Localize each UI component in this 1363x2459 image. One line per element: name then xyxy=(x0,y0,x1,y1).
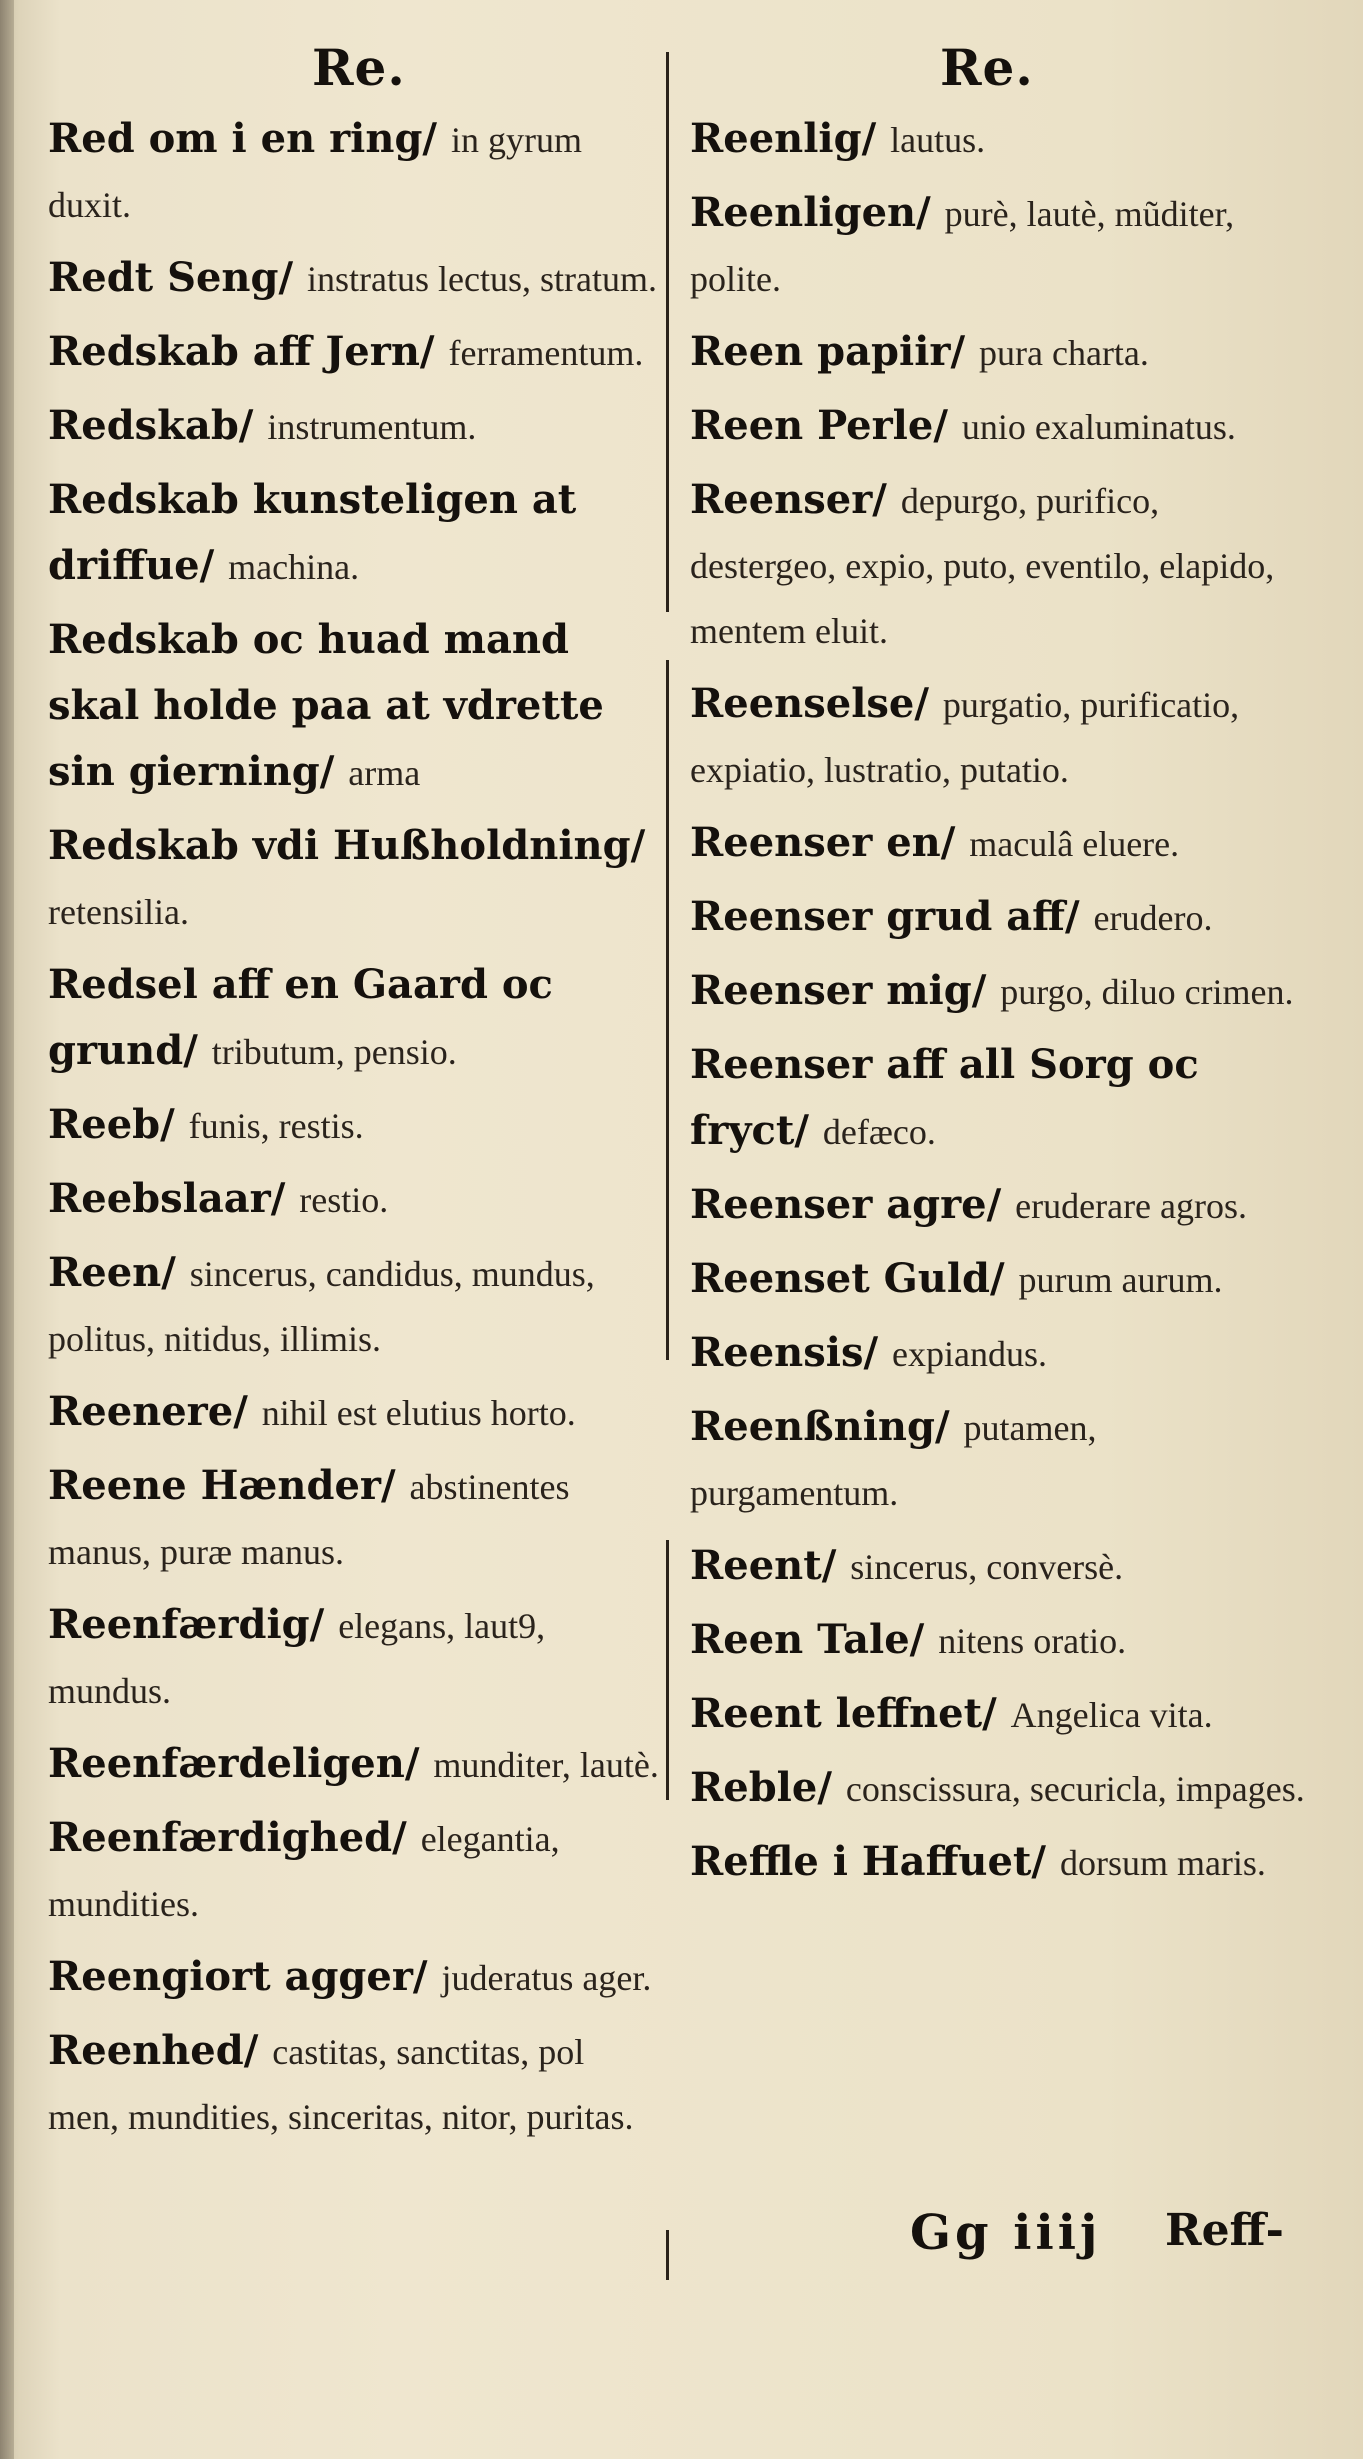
entry-headword: Redskab aff Jern xyxy=(48,328,420,375)
entry-separator: / xyxy=(183,1027,212,1074)
entry-gloss: expiandus. xyxy=(892,1334,1047,1374)
entry-gloss: purum aurum. xyxy=(1018,1260,1223,1300)
entry-headword: Reenser grud aff xyxy=(690,893,1065,940)
dictionary-entry xyxy=(48,1244,660,1375)
dictionary-entry xyxy=(48,611,660,809)
entry-separator: / xyxy=(422,115,451,162)
entry-headword: Reenfærdeligen xyxy=(48,1740,405,1787)
entry-gloss: conscissura, securicla, impages. xyxy=(845,1769,1305,1809)
entry-separator: / xyxy=(1064,893,1094,940)
entry-headword: Reenlig xyxy=(690,115,862,162)
dictionary-entry xyxy=(48,1809,660,1940)
dictionary-entry xyxy=(48,956,660,1088)
dictionary-entry xyxy=(690,471,1312,667)
column-divider xyxy=(666,1540,669,1800)
dictionary-entry xyxy=(48,249,660,315)
entry-separator: / xyxy=(309,1601,339,1648)
left-column xyxy=(48,110,660,2161)
entry-headword: Reenßning xyxy=(690,1403,935,1450)
entry-headword: Reent leffnet xyxy=(690,1690,983,1737)
dictionary-entry xyxy=(48,1170,660,1236)
entry-separator: / xyxy=(243,2027,273,2074)
dictionary-entry xyxy=(690,1036,1312,1168)
dictionary-entry xyxy=(690,675,1312,806)
entry-gloss: putamen, purgamentum. xyxy=(690,1408,1097,1513)
entry-gloss: juderatus ager. xyxy=(441,1958,652,1998)
entry-headword: Reenselse xyxy=(690,680,915,727)
dictionary-entry xyxy=(690,1176,1312,1242)
dictionary-entry xyxy=(690,1250,1312,1316)
entry-separator: / xyxy=(238,402,268,449)
entry-gloss: machina. xyxy=(228,547,360,587)
entry-headword: Reenser mig xyxy=(690,967,972,1014)
entry-gloss: depurgo, purifico, destergeo, expio, puto, eventilo, elapido, mentem eluit. xyxy=(690,481,1275,651)
dictionary-entry xyxy=(690,110,1312,176)
entry-gloss: ferramentum. xyxy=(448,333,644,373)
entry-separator: / xyxy=(863,1329,893,1376)
entry-separator: / xyxy=(872,476,901,523)
entry-gloss: in gyrum duxit. xyxy=(48,120,582,225)
dictionary-entry xyxy=(48,1735,660,1801)
entry-separator: / xyxy=(821,1542,851,1589)
entry-separator: / xyxy=(916,189,945,236)
entry-separator: / xyxy=(990,1255,1019,1302)
dictionary-entry xyxy=(690,1611,1312,1677)
entry-headword: Reen xyxy=(48,1249,162,1296)
entry-headword: Reenser agre xyxy=(690,1181,987,1228)
dictionary-entry xyxy=(48,1096,660,1162)
entry-separator: / xyxy=(419,328,449,375)
entry-separator: / xyxy=(914,680,943,727)
entry-headword: Redt Seng xyxy=(48,254,279,301)
running-head-left: Re. xyxy=(312,38,406,97)
entry-gloss: munditer, lautè. xyxy=(433,1745,659,1785)
entry-separator: / xyxy=(982,1690,1011,1737)
entry-headword: Reenligen xyxy=(690,189,917,236)
dictionary-entry xyxy=(690,1537,1312,1603)
catchword: Reff- xyxy=(1165,2205,1284,2256)
entry-headword: Reble xyxy=(690,1764,818,1811)
entry-headword: Reengiort agger xyxy=(48,1953,413,2000)
entry-separator: / xyxy=(199,542,229,589)
entry-gloss: retensilia. xyxy=(48,892,189,932)
running-head-right: Re. xyxy=(940,38,1034,97)
column-divider xyxy=(666,2230,669,2280)
column-divider xyxy=(666,660,669,1360)
entry-gloss: Angelica vita. xyxy=(1010,1695,1213,1735)
entry-gloss: sincerus, conversè. xyxy=(850,1547,1124,1587)
entry-headword: Reen papiir xyxy=(690,328,951,375)
entry-headword: Reen Perle xyxy=(690,402,934,449)
entry-headword: Reenser en xyxy=(690,819,941,866)
dictionary-entry xyxy=(690,323,1312,389)
entry-separator: / xyxy=(233,1388,262,1435)
dictionary-entry xyxy=(690,1833,1312,1899)
dictionary-entry xyxy=(48,471,660,603)
dictionary-entry xyxy=(48,817,660,948)
dictionary-entry xyxy=(48,397,660,463)
entry-gloss: sincerus, candidus, mundus, politus, nitidus, illimis. xyxy=(48,1254,595,1359)
entry-gloss: defæco. xyxy=(822,1112,936,1152)
entry-separator: / xyxy=(161,1249,190,1296)
column-divider xyxy=(666,52,669,612)
entry-gloss: elegans, laut9, mundus. xyxy=(48,1606,546,1711)
entry-gloss: restio. xyxy=(299,1180,389,1220)
entry-gloss: instratus lectus, stratum. xyxy=(307,259,657,299)
entry-headword: Redsel aff en Gaard oc grund xyxy=(48,961,553,1074)
dictionary-entry xyxy=(690,962,1312,1028)
dictionary-entry xyxy=(690,814,1312,880)
entry-gloss: castitas, sanctitas, pol men, mundities, sinceritas, nitor, puritas. xyxy=(48,2032,634,2137)
entry-separator: / xyxy=(986,1181,1016,1228)
entry-headword: Reenser xyxy=(690,476,873,523)
entry-headword: Reenfærdig xyxy=(48,1601,310,1648)
dictionary-entry xyxy=(690,184,1312,315)
entry-headword: Reene Hænder xyxy=(48,1462,381,1509)
entry-gloss: instrumentum. xyxy=(267,407,477,447)
dictionary-entry xyxy=(690,888,1312,954)
entry-headword: Redskab oc huad mand skal holde paa at vdrette sin gierning xyxy=(48,616,604,795)
entry-separator: / xyxy=(1031,1838,1060,1885)
entry-headword: Redskab vdi Hußholdning xyxy=(48,822,631,869)
entry-headword: Reensis xyxy=(690,1329,864,1376)
entry-gloss: maculâ eluere. xyxy=(969,824,1180,864)
entry-gloss: dorsum maris. xyxy=(1059,1843,1266,1883)
entry-separator: / xyxy=(909,1616,939,1663)
entry-headword: Reenser aff all Sorg oc fryct xyxy=(690,1041,1199,1154)
dictionary-entry xyxy=(48,1596,660,1727)
entry-gloss: purgatio, purificatio, expiatio, lustratio, putatio. xyxy=(690,685,1240,790)
dictionary-entry xyxy=(48,1383,660,1449)
entry-gloss: nihil est elutius horto. xyxy=(261,1393,576,1433)
entry-gloss: elegantia, mundities. xyxy=(48,1819,560,1924)
dictionary-entry xyxy=(48,1948,660,2014)
entry-gloss: funis, restis. xyxy=(188,1106,364,1146)
dictionary-entry xyxy=(48,2022,660,2153)
dictionary-entry xyxy=(690,397,1312,463)
entry-headword: Red om i en ring xyxy=(48,115,423,162)
entry-headword: Reent xyxy=(690,1542,822,1589)
dictionary-entry xyxy=(690,1324,1312,1390)
entry-separator: / xyxy=(412,1953,442,2000)
entry-separator: / xyxy=(861,115,891,162)
dictionary-entry xyxy=(48,323,660,389)
entry-separator: / xyxy=(270,1175,300,1222)
entry-separator: / xyxy=(160,1101,189,1148)
entry-separator: / xyxy=(934,1403,964,1450)
entry-separator: / xyxy=(950,328,980,375)
entry-headword: Reenere xyxy=(48,1388,234,1435)
entry-headword: Redskab xyxy=(48,402,239,449)
entry-gloss: nitens oratio. xyxy=(938,1621,1127,1661)
entry-separator: / xyxy=(380,1462,410,1509)
signature-mark: Gg iiij xyxy=(910,2205,1102,2261)
entry-headword: Reebslaar xyxy=(48,1175,271,1222)
dictionary-entry xyxy=(690,1685,1312,1751)
entry-headword: Reffle i Haffuet xyxy=(690,1838,1032,1885)
entry-separator: / xyxy=(404,1740,434,1787)
entry-separator: / xyxy=(278,254,307,301)
entry-separator: / xyxy=(392,1814,421,1861)
right-column xyxy=(690,110,1312,1907)
entry-gloss: purè, lautè, mũditer, polite. xyxy=(690,194,1235,299)
entry-separator: / xyxy=(817,1764,846,1811)
entry-gloss: pura charta. xyxy=(979,333,1149,373)
entry-separator: / xyxy=(630,822,646,869)
entry-headword: Reenset Guld xyxy=(690,1255,990,1302)
entry-separator: / xyxy=(940,819,970,866)
dictionary-entry xyxy=(48,110,660,241)
entry-separator: / xyxy=(794,1107,823,1154)
entry-separator: / xyxy=(319,748,349,795)
entry-headword: Redskab kunsteligen at driffue xyxy=(48,476,577,589)
entry-gloss: erudero. xyxy=(1093,898,1213,938)
dictionary-entry xyxy=(48,1457,660,1588)
dictionary-entry xyxy=(690,1398,1312,1529)
dictionary-entry xyxy=(690,1759,1312,1825)
entry-headword: Reenhed xyxy=(48,2027,244,2074)
entry-separator: / xyxy=(971,967,1001,1014)
entry-gloss: abstinentes manus, puræ manus. xyxy=(48,1467,570,1572)
entry-gloss: purgo, diluo crimen. xyxy=(1000,972,1294,1012)
entry-headword: Reen Tale xyxy=(690,1616,910,1663)
page-binding-shadow xyxy=(0,0,14,2459)
entry-gloss: lautus. xyxy=(890,120,986,160)
entry-headword: Reenfærdighed xyxy=(48,1814,393,1861)
entry-gloss: tributum, pensio. xyxy=(211,1032,457,1072)
entry-gloss: eruderare agros. xyxy=(1015,1186,1248,1226)
entry-headword: Reeb xyxy=(48,1101,161,1148)
entry-separator: / xyxy=(933,402,962,449)
entry-gloss: unio exaluminatus. xyxy=(961,407,1236,447)
entry-gloss: arma xyxy=(348,753,421,793)
